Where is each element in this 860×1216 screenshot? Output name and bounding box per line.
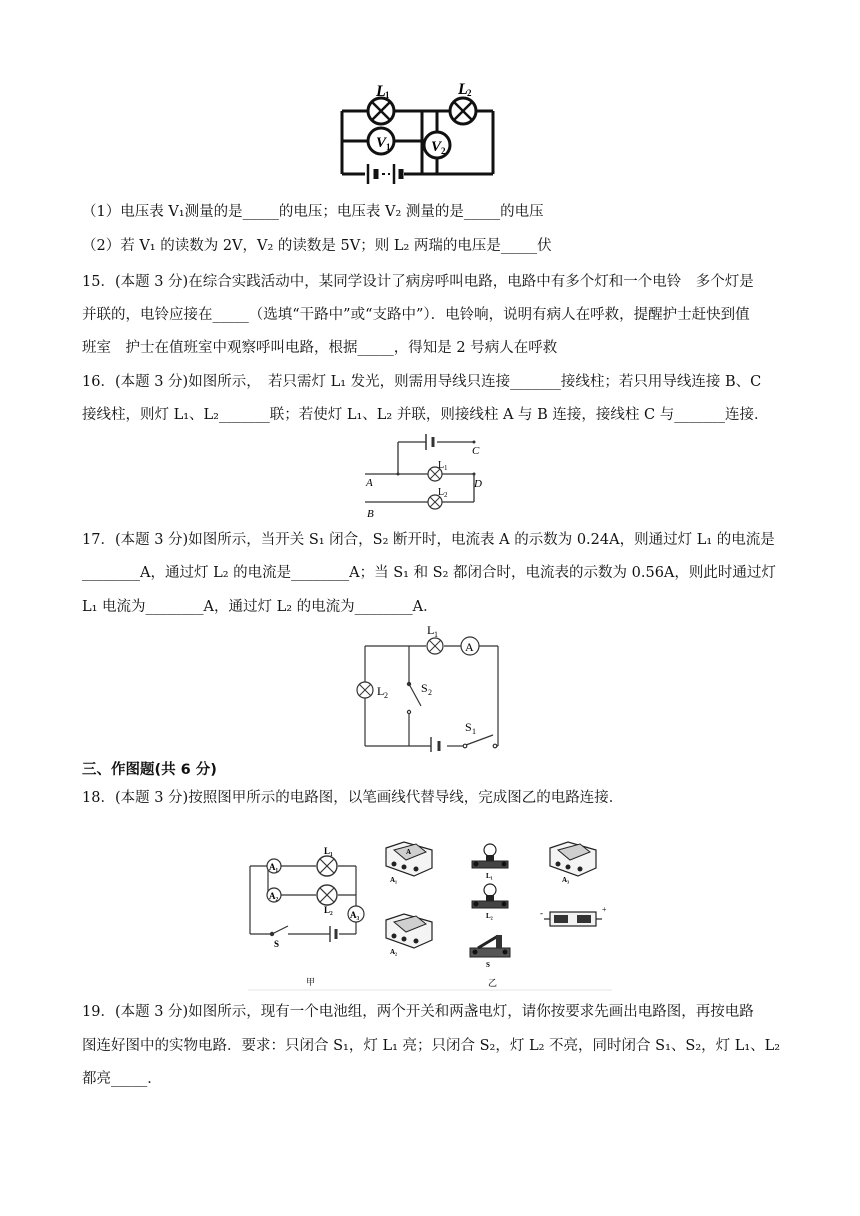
terminal-d-label: D: [474, 478, 482, 490]
terminal-c-label: C: [472, 445, 480, 457]
q15-line-2: 并联的，电铃应接在_____（选填“干路中”或“支路中”）．电铃响，说明有病人在呼救，提醒护士赶快到值: [82, 307, 750, 323]
q18-line-1: 18．(本题 3 分)按照图甲所示的电路图，以笔画线代替导线，完成图乙的电路连接．: [82, 790, 624, 806]
meter-a3-label: A₃: [562, 876, 570, 884]
ammeter-device-a2: [386, 914, 432, 956]
lamp-l2-icon: [317, 885, 337, 905]
fig16-l1-sub: 1: [444, 464, 448, 472]
fig17-l2-sub: 2: [384, 691, 388, 700]
switch-s2-icon: [407, 682, 421, 713]
voltmeter-v1-icon: [368, 128, 394, 154]
bulb-l1-label: L₁: [486, 872, 493, 880]
bulb-device-l1: [472, 844, 508, 880]
ammeter-a3-icon: [348, 906, 364, 922]
q15-line-3: 班室 护士在值班室中观察呼叫电路，根据_____，得知是 2 号病人在呼救: [82, 340, 558, 356]
meter-a2-label: A₂: [390, 948, 398, 956]
v1-label: V: [376, 135, 387, 151]
label-l1: L: [376, 83, 386, 100]
fig17-l1-sub: 1: [434, 630, 438, 639]
lamp-l2-icon: [357, 682, 373, 698]
diagram-jia: [250, 866, 356, 934]
bulb-device-l2: [472, 884, 508, 920]
fig16-l2-sub: 2: [444, 491, 448, 499]
fig17-l1-label: L: [427, 623, 435, 637]
bulb-l2-label: L₂: [486, 912, 493, 920]
fig17-s1-sub: 1: [472, 727, 476, 736]
q14-line-1: （1）电压表 V₁测量的是_____的电压；电压表 V₂ 测量的是_____的电压: [82, 204, 544, 220]
switch-device-s: [470, 935, 510, 969]
battery-icon: [330, 926, 336, 942]
label-l2-sub: 2: [467, 88, 472, 98]
terminal-a-label: A: [366, 477, 373, 489]
ammeter-icon: [461, 637, 479, 655]
battery-device: [540, 905, 607, 926]
ammeter-a1-icon: [267, 859, 281, 873]
fig18-l1-label: L₁: [324, 846, 333, 856]
ammeter-device-a: [386, 842, 432, 884]
caption-yi: 乙: [488, 978, 498, 988]
fig16-l2-label: L: [438, 487, 445, 498]
lamp-l1-icon: [427, 638, 443, 654]
fig18-a3-label: A₃: [350, 910, 360, 920]
fig18-a2-label: A₂: [269, 891, 279, 901]
q14-line-2: （2）若 V₁ 的读数为 2V，V₂ 的读数是 5V；则 L₂ 两瑞的电压是_____伏: [82, 238, 552, 254]
figure-q18-circuits: [244, 820, 616, 992]
figure-q17-circuit: [355, 622, 507, 752]
battery-minus-label: -: [540, 908, 543, 918]
meter-a1-label: A₁: [390, 876, 398, 884]
terminal-b-label: B: [367, 508, 374, 520]
fig17-l2-label: L: [377, 684, 385, 698]
fig17-s2-sub: 2: [428, 688, 432, 697]
battery-icon: [426, 434, 433, 450]
figure-q14-circuit: [330, 78, 505, 194]
switch-s-icon: [270, 926, 288, 936]
q17-line-3: L₁ 电流为________A，通过灯 L₂ 的电流为________A．: [82, 599, 438, 615]
label-l2: L: [458, 81, 468, 98]
fig18-l2-label: L₂: [324, 905, 333, 915]
meter-a-label: A: [406, 848, 412, 856]
switch-s1-icon: [463, 735, 497, 748]
ammeter-label: A: [465, 640, 474, 654]
q19-line-3: 都亮_____．: [82, 1071, 162, 1087]
q16-line-1: 16．(本题 3 分)如图所示， 若只需灯 L₁ 发光，则需用导线只连接_______接线柱；若只用导线连接 B、C: [82, 374, 762, 390]
lamp-l1-icon: [368, 98, 394, 124]
figure-q16-circuit: [362, 432, 502, 522]
label-l1-sub: 1: [385, 90, 390, 100]
battery-icon: [368, 164, 401, 184]
fig16-l1-label: L: [438, 460, 445, 471]
q17-line-2: ________A，通过灯 L₂ 的电流是________A；当 S₁ 和 S₂ 都闭合时，电流表的示数为 0.56A，则此时通过灯: [82, 565, 776, 581]
caption-jia: 甲: [306, 977, 316, 987]
battery-icon: [431, 737, 439, 752]
v2-label: V: [431, 139, 442, 155]
v2-sub: 2: [441, 146, 446, 156]
lamp-l1-icon: [317, 856, 337, 876]
section-3-title: 三、作图题(共 6 分): [82, 762, 217, 778]
q15-line-1: 15．(本题 3 分)在综合实践活动中，某同学设计了病房呼叫电路，电路中有多个灯和一个电铃 多个灯是: [82, 274, 754, 290]
fig17-s1-label: S: [465, 720, 472, 734]
ammeter-device-a3: [550, 842, 596, 884]
v1-sub: 1: [386, 142, 391, 152]
fig17-s2-label: S: [421, 681, 428, 695]
lamp-l2-icon: [450, 98, 476, 124]
switch-s-label: S: [486, 961, 490, 969]
q17-line-1: 17．(本题 3 分)如图所示，当开关 S₁ 闭合，S₂ 断开时，电流表 A 的示数为 0.24A，则通过灯 L₁ 的电流是: [82, 532, 775, 548]
q16-line-2: 接线柱，则灯 L₁、L₂_______联；若使灯 L₁、L₂ 并联，则接线柱 A 与 B 连接，接线柱 C 与_______连接．: [82, 407, 769, 423]
ammeter-a2-icon: [267, 888, 281, 902]
fig18-a1-label: A₁: [269, 862, 279, 872]
q19-line-2: 图连好图中的实物电路．要求：只闭合 S₁，灯 L₁ 亮；只闭合 S₂，灯 L₂ 不亮，同时闭合 S₁、S₂，灯 L₁、L₂: [82, 1038, 781, 1054]
fig18-s-label: S: [274, 939, 280, 949]
voltmeter-v2-icon: [424, 132, 450, 158]
q19-line-1: 19．(本题 3 分)如图所示，现有一个电池组，两个开关和两盏电灯，请你按要求先画出电路图，再按电路: [82, 1004, 754, 1020]
battery-plus-label: +: [602, 905, 607, 914]
